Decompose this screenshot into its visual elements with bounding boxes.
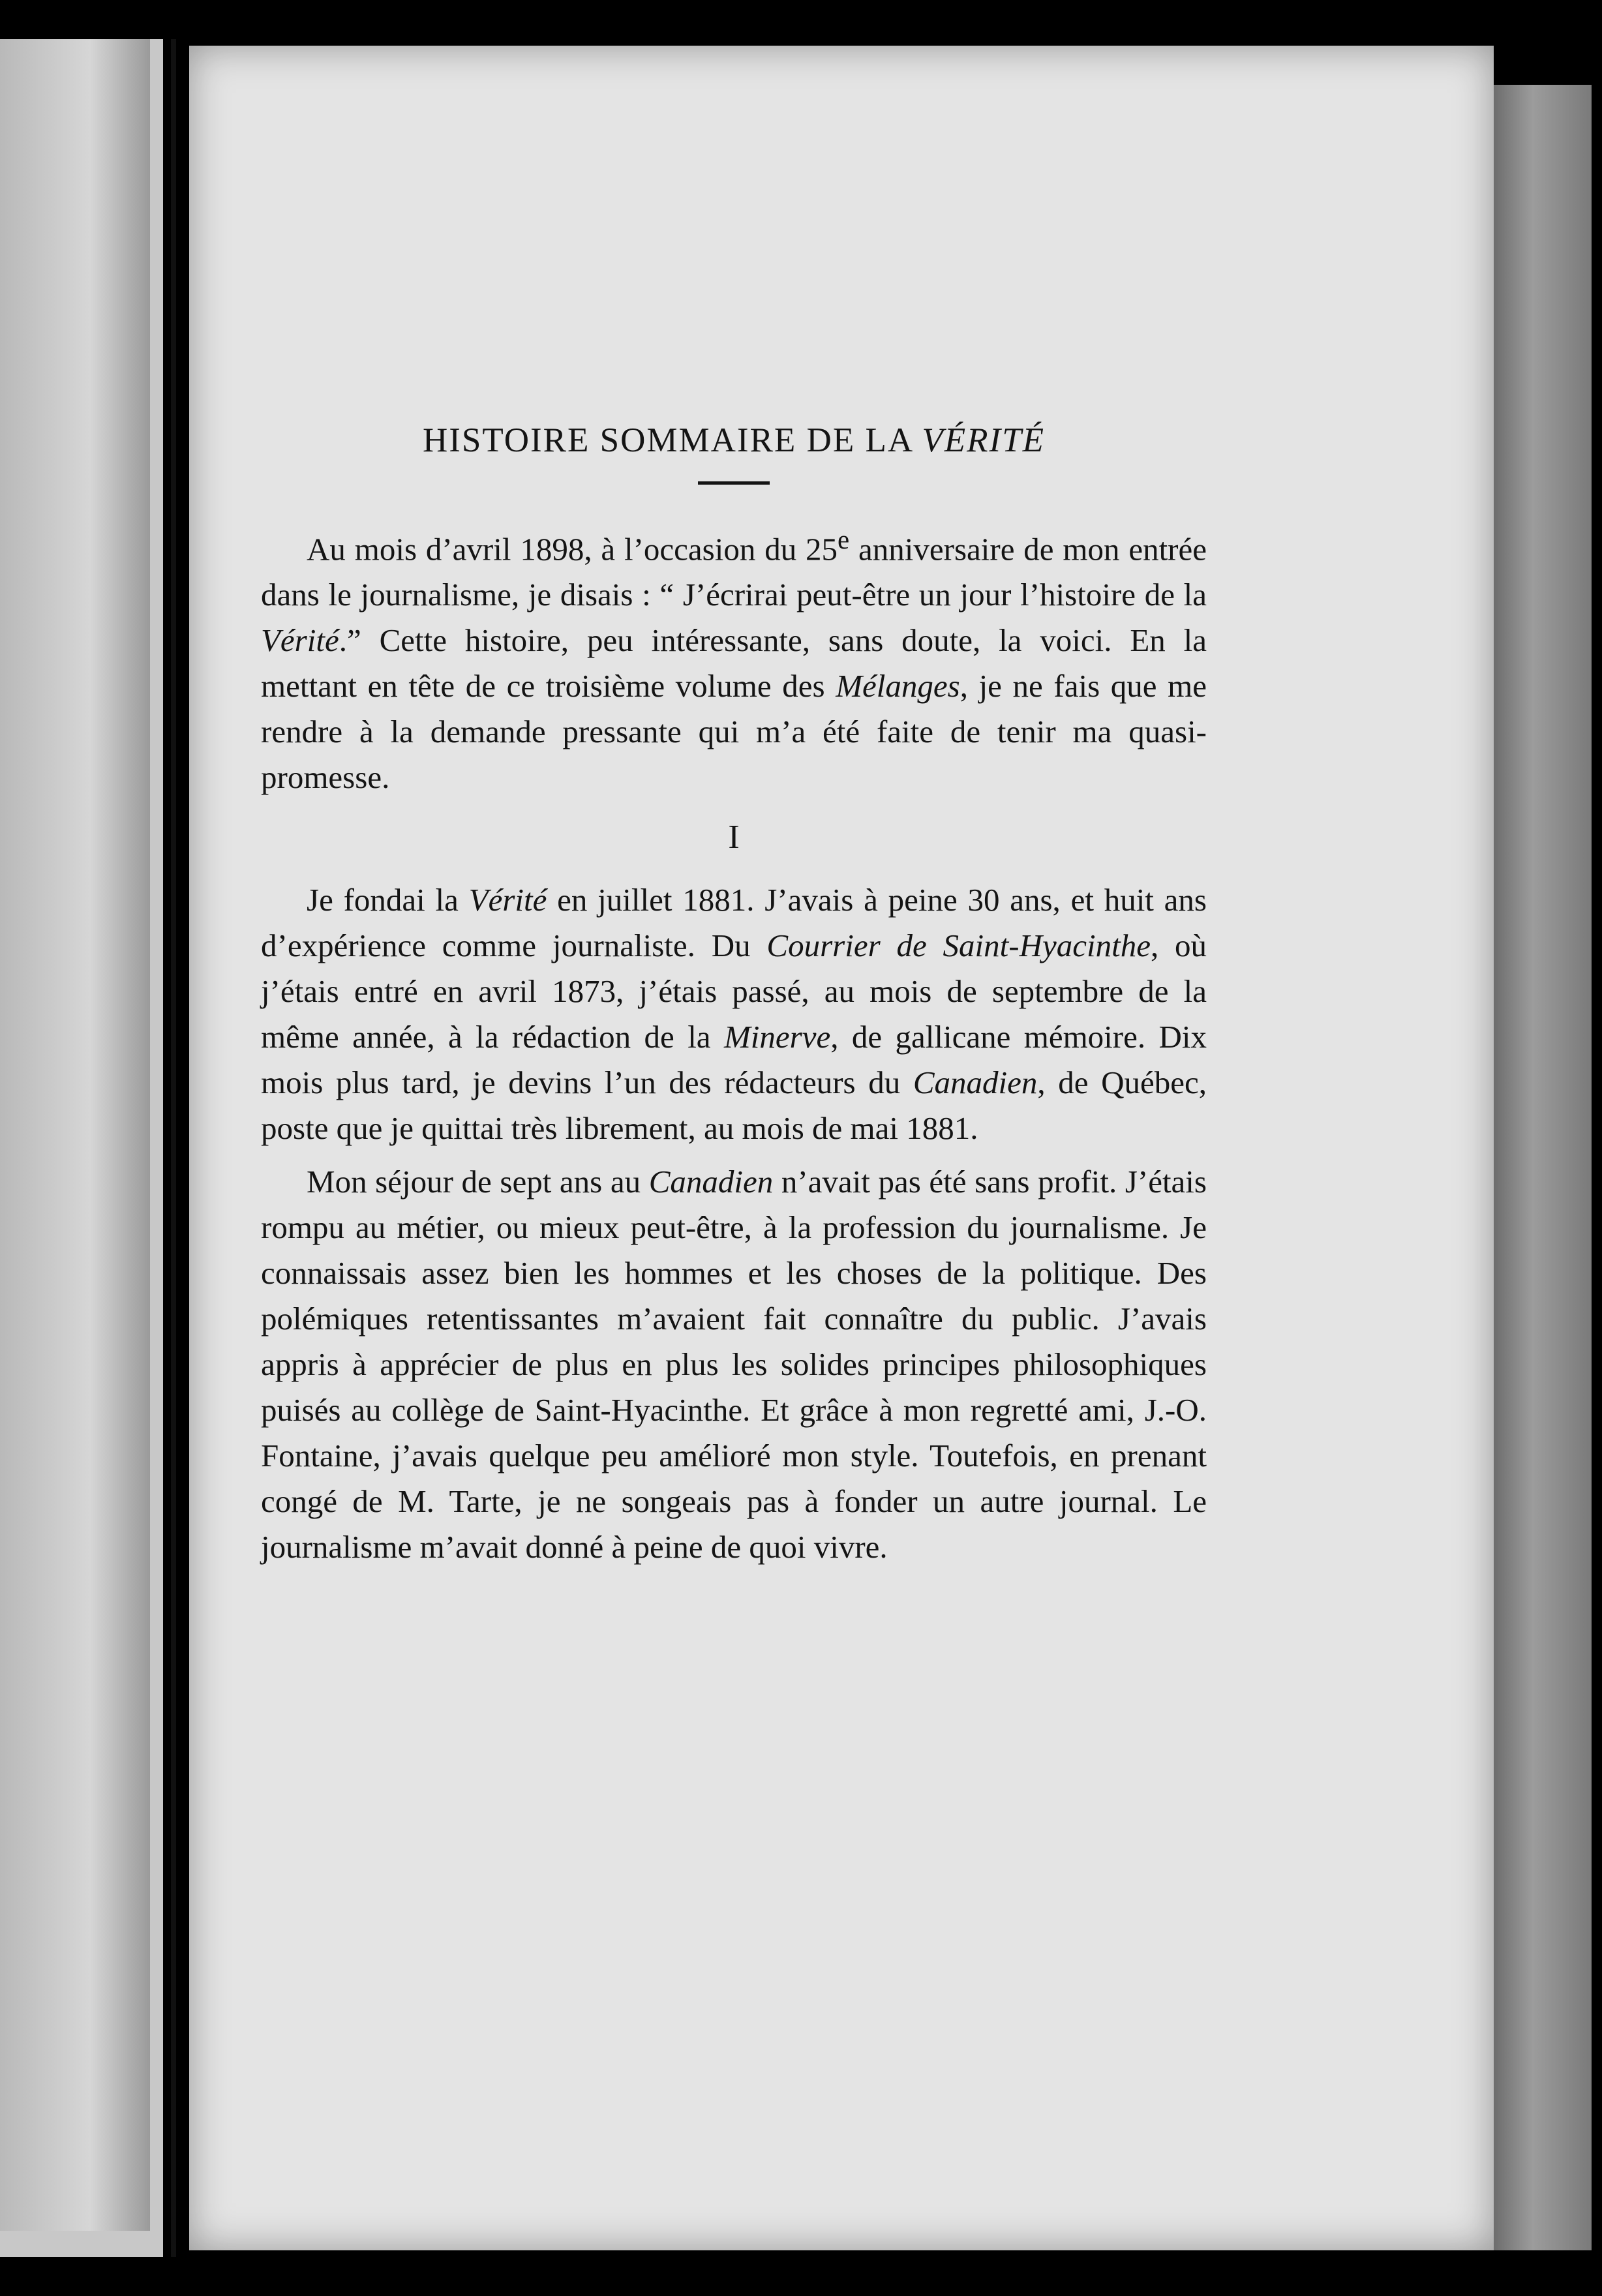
chapter-title-italic: VÉRITÉ (922, 421, 1046, 459)
italic-run: Vérité (261, 622, 339, 659)
superscript-run: e (838, 525, 850, 554)
italic-run: Canadien (648, 1164, 774, 1200)
text-run: , de Québec, poste que je quittai très librement, au mois de mai 1881. (261, 1065, 1207, 1147)
paragraph-1 (261, 877, 1207, 1151)
facing-page (0, 39, 150, 2231)
page-stack-edge (1494, 85, 1592, 2250)
text-run: , je ne fais que me rendre à la demande pressante qui m’a été faite de tenir ma quasi-promesse. (261, 668, 1207, 796)
text-run: anniversaire de mon entrée dans le journalisme, je disais : “ J’écrirai peut-être un jour l’histoire de la (261, 531, 1207, 613)
title-rule (698, 481, 770, 485)
italic-run: Courrier de Saint-Hyacinthe (766, 928, 1151, 964)
chapter-title-main: HISTOIRE SOMMAIRE DE LA (422, 421, 922, 459)
section-number: I (728, 819, 740, 856)
text-run: , de gallicane mémoire. Dix mois plus tard, je devins l’un des rédacteurs du (261, 1019, 1207, 1101)
gutter-line (171, 39, 176, 2257)
paragraph-2 (261, 1159, 1207, 1570)
italic-run: Canadien (913, 1065, 1038, 1101)
text-run: Au mois d’avril 1898, à l’occasion du 25 (307, 531, 838, 567)
italic-run: Vérité (468, 882, 547, 918)
italic-run: Minerve (723, 1019, 831, 1055)
paragraph-gap (261, 1151, 1207, 1159)
text-run: n’avait pas été sans profit. J’étais rompu au métier, ou mieux peut-être, à la profession du journalisme. Je connaissais assez bien les hommes et les choses de la politique. Des polémiques retentissantes m’avaient fait connaître du public. J’avais appris à apprécier de plus en plus les solides principes philosophiques puisés au collège de Saint-Hyacinthe. Et grâce à mon regretté ami, J.-O. Fontaine, j’avais quelque peu amélioré mon style. Toutefois, en prenant congé de M. Tarte, je ne songeais pas à fonder un autre journal. Le journalisme m’avait donné à peine de quoi vivre. (261, 1164, 1207, 1565)
text-run: .” Cette histoire, peu intéressante, sans doute, la voici. En la mettant en tête de ce troisième volume des (261, 622, 1207, 704)
italic-run: Mélanges (836, 668, 960, 704)
chapter-title (261, 417, 1207, 463)
text-run: en juillet 1881. J’avais à peine 30 ans, et huit ans d’expérience comme journaliste. Du (261, 882, 1207, 964)
intro-paragraph (261, 517, 1207, 800)
text-run: , où j’étais entré en avril 1873, j’étais passé, au mois de septembre de la même année, à la rédaction de la (261, 928, 1207, 1055)
text-run: Mon séjour de sept ans au (307, 1164, 649, 1200)
page-content (261, 417, 1207, 1570)
text-run: Je fondai la (307, 882, 469, 918)
